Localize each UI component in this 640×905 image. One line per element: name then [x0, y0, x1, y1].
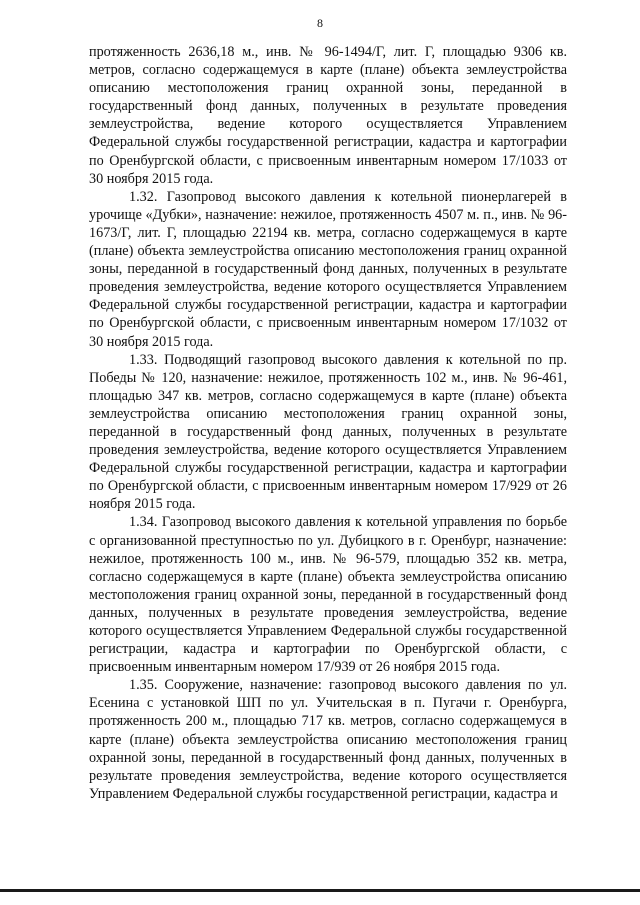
bottom-rule: [0, 889, 640, 892]
paragraph-1-32: 1.32. Газопровод высокого давления к котельной пионерлагерей в урочище «Дубки», назначение: нежилое, протяженность 4507 м. п., инв. № 96-1673/Г, лит. Г, площадью 22194 кв. метра, согласно содержащемуся в карте (плане) объекта землеустройства описанию местоположения границ охранной зоны, переданной в государственный фонд данных, полученных в результате проведения землеустройства, ведение которого осуществляется Управлением Федеральной службы государственной регистрации, кадастра и картографии по Оренбургской области, с присвоенным инвентарным номером 17/1032 от 30 ноября 2015 года.: [89, 188, 567, 350]
page-number: 8: [317, 16, 323, 30]
paragraph-continued: протяженность 2636,18 м., инв. № 96-1494/Г, лит. Г, площадью 9306 кв. метров, согласно содержащемуся в карте (плане) объекта землеустройства описанию местоположения границ охранной зоны, переданной в государственный фонд данных, полученных в результате проведения землеустройства, ведение которого осуществляется Управлением Федеральной службы государственной регистрации, кадастра и картографии по Оренбургской области, с присвоенным инвентарным номером 17/1033 от 30 ноября 2015 года.: [89, 44, 567, 187]
paragraph-1-34: 1.34. Газопровод высокого давления к котельной управления по борьбе с организованной преступностью по ул. Дубицкого в г. Оренбург, назначение: нежилое, протяженность 100 м., инв. № 96-579, площадью 352 кв. метра, согласно содержащемуся в карте (плане) объекта землеустройства описанию местоположения границ охранной зоны, переданной в государственный фонд данных, полученных в результате проведения землеустройства, ведение которого осуществляется Управлением Федеральной службы государственной регистрации, кадастра и картографии по Оренбургской области, с присвоенным инвентарным номером 17/939 от 26 ноября 2015 года.: [89, 514, 567, 676]
paragraph-1-33: 1.33. Подводящий газопровод высокого давления к котельной по пр. Победы № 120, назначение: нежилое, протяженность 102 м., инв. № 96-461, площадью 347 кв. метров, согласно содержащемуся в карте (плане) объекта землеустройства описанию местоположения границ охранной зоны, переданной в государственный фонд данных, полученных в результате проведения землеустройства, ведение которого осуществляется Управлением Федеральной службы государственной регистрации, кадастра и картографии по Оренбургской области, с присвоенным инвентарным номером 17/929 от 26 ноября 2015 года.: [89, 351, 567, 513]
document-body: [89, 43, 567, 803]
paragraph-1-35: 1.35. Сооружение, назначение: газопровод высокого давления по ул. Есенина с установкой ШП по ул. Учительская в п. Пугачи г. Оренбурга, протяженность 200 м., площадью 717 кв. метров, согласно содержащемуся в карте (плане) объекта землеустройства описанию местоположения границ охранной зоны, переданной в государственный фонд данных, полученных в результате проведения землеустройства, ведение которого осуществляется Управлением Федеральной службы государственной регистрации, кадастра и: [89, 677, 567, 802]
